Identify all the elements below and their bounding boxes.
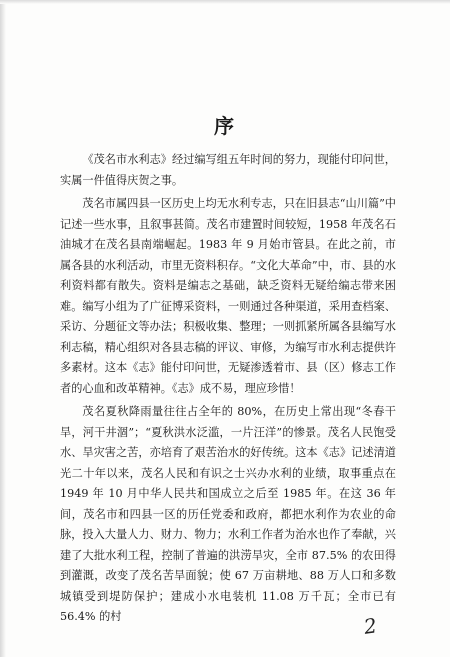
paragraph: 茂名市属四县一区历史上均无水利专志，只在旧县志“山川篇”中记述一些水事，且叙事甚简。茂名市建置时间较短，1958 年茂名石油城才在茂名县南端崛起。1983 年 9 月始市管县。在此之前，市属各县的水利活动，市里无资料积存。“文化大革命”中，市、县的水利资料都有散失。资料是编志之基础，缺乏资料无疑给编志带来困难。编写小组为了广征博采资料，一则通过各种渠道，采用查档案、采访、分题征文等办法；积极收集、整理；一则抓紧所属各县编写水利志稿，精心组织对各县志稿的评议、审修，为编写市水利志提供许多素材。这本《志》能付印问世，无疑渗透着市、县（区）修志工作者的心血和改革精神。《志》成不易，理应珍惜！ <box>60 197 396 395</box>
scan-edge <box>0 0 6 657</box>
preface-heading: 序 <box>214 114 236 138</box>
scan-edge <box>0 0 450 4</box>
paragraph: 茂名夏秋降雨量往往占全年的 80%，在历史上常出现“冬春干旱，河干井涸”；“夏秋洪水泛滥，一片汪洋”的惨景。茂名人民饱受水、旱灾害之苦，亦培育了艰苦治水的好传统。这本《志》记述清道光二十年以来，茂名人民和有识之士兴办水利的业绩，取事重点在 1949 年 10 月中华人民共和国成立之后至 1985 年。在这 36 年间，茂名市和四县一区的历任党委和政府，都把水利作为农业的命脉，投入大量人力、财力、物力；水利工作者为治水也作了奉献，兴建了大批水利工程，控制了普遍的洪涝旱灾，全市 87.5% 的农田得到灌溉，改变了茂名苦旱面貌；使 67 万亩耕地、88 万人口和多数城镇受到堤防保护；建成小水电装机 11.08 万千瓦；全市已有 56.4% 的村 <box>60 405 396 623</box>
preface-body <box>60 150 396 631</box>
handwritten-page-number: 2 <box>362 613 379 639</box>
paragraph: 《茂名市水利志》经过编写组五年时间的努力，现能付印问世，实属一件值得庆贺之事。 <box>60 153 396 187</box>
